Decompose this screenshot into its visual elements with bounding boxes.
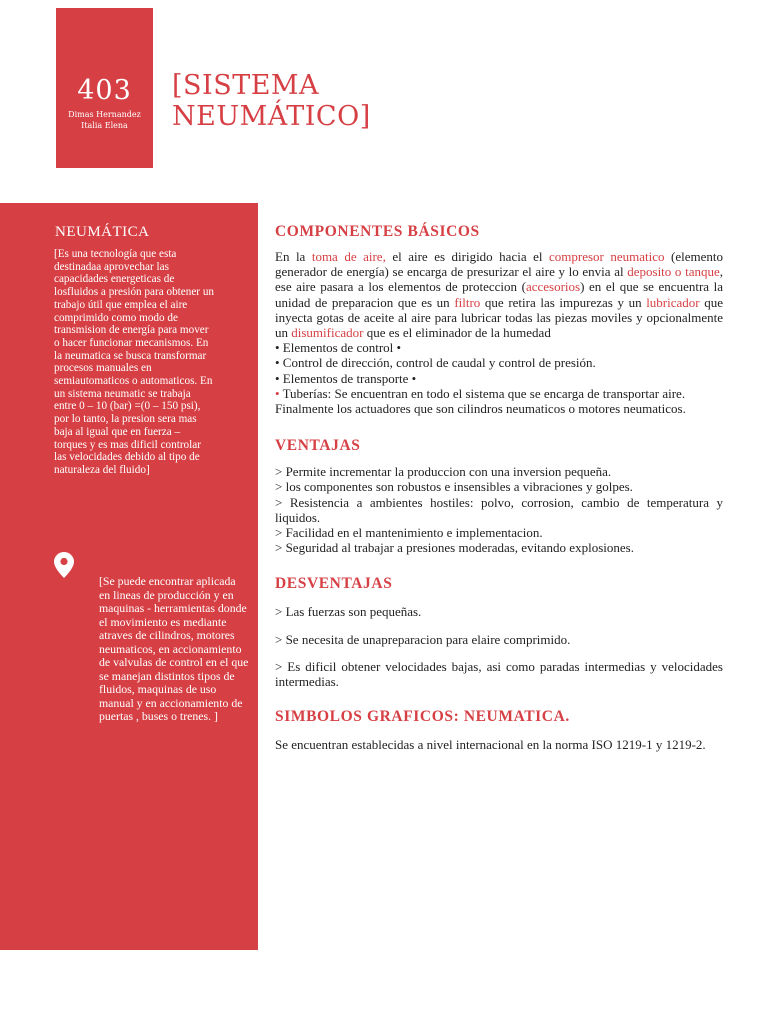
text-segment: el aire es dirigido hacia el	[385, 249, 549, 264]
sidebar-applications-text: [Se puede encontrar aplicada en lineas de producción y en maquinas - herramientas donde el movimiento es mediante atraves de cilindros, motores neumaticos, en accionamiento de valvulas de control en el que se manejan distintos tipos de fluidos, maquinas de uso manual y en accionamiento de puertas , buses o trenes. ]	[99, 574, 249, 723]
list-item: > Se necesita de unapreparacion para elaire comprimido.	[275, 631, 571, 647]
control-elements-text: • Control de dirección, control de caudal y control de presión.	[275, 355, 596, 371]
location-pin-icon	[54, 552, 74, 578]
text-segment: ) en el que se encuentra la unidad de preparacion que es un	[275, 279, 723, 310]
header-badge	[56, 8, 153, 168]
list-item: > Es dificil obtener velocidades bajas, asi como paradas intermedias y velocidades intermedias.	[275, 658, 723, 690]
highlight-term: toma de aire,	[311, 249, 386, 264]
components-title: COMPONENTES BÁSICOS	[275, 223, 480, 240]
page-title	[172, 70, 472, 132]
title-line-2: NEUMÁTICO]	[172, 101, 371, 132]
list-item: > Las fuerzas son pequeñas.	[275, 604, 422, 620]
text-segment: que es el eliminador de la humedad	[363, 325, 551, 341]
symbols-title: SIMBOLOS GRAFICOS: NEUMATICA.	[275, 708, 570, 726]
highlight-term: disumificador	[291, 325, 364, 341]
symbols-text: Se encuentran establecidas a nivel internacional en la norma ISO 1219-1 y 1219-2.	[275, 737, 706, 753]
highlight-term: deposito o tanque	[627, 264, 720, 280]
text-segment: que retira las impurezas y un	[480, 294, 647, 310]
transport-elements-label: • Elementos de transporte •	[275, 370, 417, 386]
author-line-1: Dimas Hernandez	[68, 110, 141, 119]
sidebar	[0, 203, 258, 950]
control-elements-label: • Elementos de control •	[275, 340, 402, 356]
list-item: > Resistencia a ambientes hostiles: polvo, corrosion, cambio de temperatura y liquidos.	[275, 494, 723, 525]
main-content	[275, 222, 723, 752]
advantages-list	[275, 464, 723, 555]
components-closing: Finalmente los actuadores que son cilindros neumaticos o motores neumaticos.	[275, 401, 686, 417]
bullet: •	[275, 385, 280, 401]
list-item: > Seguridad al trabajar a presiones moderadas, evitando explosiones.	[275, 540, 634, 556]
list-item: > Permite incrementar la produccion con una inversion pequeña.	[275, 464, 612, 480]
transport-elements-text	[275, 386, 723, 401]
text-segment: (elemento generador de energía) se encarga de presurizar el aire y lo envia al	[275, 249, 723, 280]
disadvantages-title: DESVENTAJAS	[275, 575, 393, 593]
highlight-term: filtro	[454, 294, 481, 310]
components-paragraph	[275, 249, 723, 340]
highlight-term: compresor neumatico	[549, 249, 665, 264]
text-segment: En la	[275, 249, 312, 264]
author-line-2: Italia Elena	[81, 121, 128, 130]
text-segment: que inyecta gotas de aceite al aire para lubricar todas las piezas moviles y opcionalmente un	[275, 294, 723, 341]
document-number: 403	[77, 75, 132, 106]
advantages-title: VENTAJAS	[275, 437, 361, 455]
highlight-term: accesorios	[525, 279, 581, 295]
sidebar-heading: NEUMÁTICA	[55, 224, 150, 240]
title-line-1: [SISTEMA	[172, 70, 320, 101]
author-names	[56, 109, 153, 131]
list-item: > los componentes son robustos e insensibles a vibraciones y golpes.	[275, 479, 633, 495]
text-segment: Tuberías: Se encuentran en todo el sistema que se encarga de transportar aire.	[279, 385, 686, 401]
highlight-term: lubricador	[646, 294, 700, 310]
list-item: > Facilidad en el mantenimiento e implementacion.	[275, 525, 543, 541]
sidebar-definition-text: [Es una tecnología que esta destinadaa aprovechar las capacidades energeticas de losfluidos a presión para obtener un trabajo útil que emplea el aire comprimido como modo de transmision de energía para mover o hacer funcionar mecanismos. En la neumatica se busca transformar procesos manuales en semiautomaticos o automaticos. En un sistema neumatic se trabaja entre 0 – 10 (bar) =(0 – 150 psi), por lo tanto, la presion sera mas baja al igual que en fuerza – torques y es mas dificil controlar las velocidades debido al tipo de naturaleza del fluido]	[54, 248, 215, 476]
text-segment: , ese aire pasara a los elementos de proteccion (	[275, 264, 723, 295]
disadvantages-list	[275, 604, 723, 689]
